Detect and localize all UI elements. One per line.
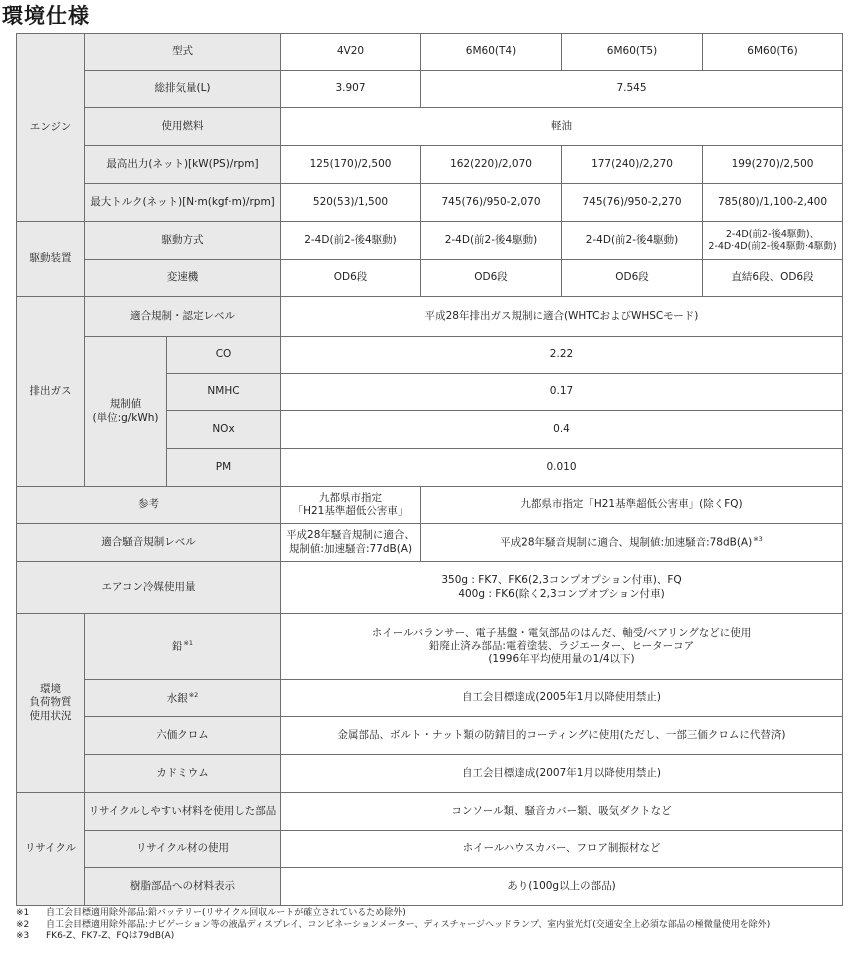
mercury-row [17,680,843,717]
exhaust-level-label: 適合規制・認定レベル [85,297,281,337]
footnote [16,920,770,932]
recycle-use-label: リサイクル材の使用 [85,831,281,868]
drive-label: 駆動方式 [85,222,281,260]
noise-cell-rest [421,524,843,562]
chrome-row [17,717,843,755]
recycle-marking-row [17,868,843,906]
recycle-parts-cell: コンソール類、騒音カバー類、吸気ダクトなど [281,793,843,831]
mercury-cell: 自工会目標達成(2005年1月以降使用禁止) [281,680,843,717]
lead-label [85,614,281,680]
transmission-row [17,260,843,297]
drive-cell: 2-4D(前2-後4駆動) [562,222,703,260]
model-cell: 4V20 [281,34,421,71]
transmission-cell: OD6段 [562,260,703,297]
lead-label-text: 鉛 [171,640,183,653]
environment-group-line: 環境 [40,683,61,696]
limit-label-line: (単位:g/kWh) [92,411,159,424]
lead-row [17,614,843,680]
transmission-label: 変速機 [85,260,281,297]
cadmium-cell: 自工会目標達成(2007年1月以降使用禁止) [281,755,843,793]
displacement-row [17,71,843,108]
environment-group-label [17,614,85,793]
aircon-line: 400g : FK6(除く2,3コンプオプション付車) [458,587,665,600]
reference-line: 九都県市指定 [319,491,382,504]
limit-label-line: 規制値 [109,398,142,411]
reference-cell [281,487,421,524]
power-row [17,146,843,184]
noise-mark: ※3 [753,535,763,544]
exhaust-level-row [17,297,843,337]
footnote-mark: ※2 [16,919,30,930]
fuel-cell: 軽油 [281,108,843,146]
displacement-label: 総排気量(L) [85,71,281,108]
drive-cell-t6 [703,222,843,260]
torque-row [17,184,843,222]
footnote-mark: ※3 [16,931,30,941]
recycle-marking-label: 樹脂部品への材料表示 [85,868,281,906]
noise-row [17,524,843,562]
recycle-group-label: リサイクル [17,793,85,906]
transmission-cell: 直結6段、OD6段 [703,260,843,297]
footnote-text: FK6-Z、FK7-Z、FQは79dB(A) [46,931,175,941]
page-title: 環境仕様 [2,4,90,28]
engine-model-row [17,34,843,71]
torque-cell: 745(76)/950-2,270 [562,184,703,222]
chrome-label: 六価クロム [85,717,281,755]
pollutant-label: NMHC [167,374,281,411]
torque-label: 最大トルク(ネット)[N·m(kgf·m)/rpm] [85,184,281,222]
drive-row [17,222,843,260]
drive-cell: 2-4D(前2-後4駆動) [281,222,421,260]
footnote [16,908,770,920]
cadmium-label: カドミウム [85,755,281,793]
reference-label: 参考 [17,487,281,524]
displacement-cell: 7.545 [421,71,843,108]
recycle-marking-cell: あり(100g以上の部品) [281,868,843,906]
pollutant-label: NOx [167,411,281,449]
pollutant-label: PM [167,449,281,487]
lead-line: ホイールバランサー、電子基盤・電気部品のはんだ、軸受/ベアリングなどに使用 [371,626,752,639]
fuel-row [17,108,843,146]
power-cell: 162(220)/2,070 [421,146,562,184]
aircon-row [17,562,843,614]
model-cell: 6M60(T5) [562,34,703,71]
engine-group-label: エンジン [17,34,85,222]
drive-t6-line: 2-4D·4D(前2-後4駆動·4駆動) [708,240,837,252]
mercury-mark: ※2 [188,690,199,699]
reference-row [17,487,843,524]
noise-line: 規制値:加速騒音:77dB(A) [288,542,413,555]
mercury-label [85,680,281,717]
recycle-use-cell: ホイールハウスカバー、フロア制振材など [281,831,843,868]
aircon-line: 350g : FK7、FK6(2,3コンプオプション付車)、FQ [441,574,682,587]
aircon-cell [281,562,843,614]
lead-line: 鉛廃止済み部品:電着塗装、ラジエーター、ヒーターコア [428,639,695,652]
recycle-parts-row [17,793,843,831]
exhaust-group-label: 排出ガス [17,297,85,487]
lead-cell [281,614,843,680]
power-cell: 177(240)/2,270 [562,146,703,184]
power-cell: 199(270)/2,500 [703,146,843,184]
fuel-label: 使用燃料 [85,108,281,146]
torque-cell: 745(76)/950-2,070 [421,184,562,222]
model-cell: 6M60(T6) [703,34,843,71]
environment-group-line: 使用状況 [29,709,72,722]
footnote-text: 自工会目標適用除外部品:鉛バッテリー(リサイクル回収ルートが確立されているため除外) [46,908,406,918]
environment-spec-table [16,33,843,906]
recycle-parts-label: リサイクルしやすい材料を使用した部品 [85,793,281,831]
transmission-cell: OD6段 [421,260,562,297]
lead-line: (1996年平均使用量の1/4以下) [488,653,635,666]
torque-cell: 785(80)/1,100-2,400 [703,184,843,222]
footnote-text: 自工会目標適用除外部品:ナビゲーション等の液晶ディスプレイ、コンビネーションメーター、ディスチャージヘッドランプ、室内蛍光灯(交通安全上必須な部品の極微量使用を除外) [46,919,771,930]
recycle-use-row [17,831,843,868]
footnote-mark: ※1 [16,908,30,918]
drive-cell: 2-4D(前2-後4駆動) [421,222,562,260]
model-cell: 6M60(T4) [421,34,562,71]
footnote [16,931,770,943]
noise-label: 適合騒音規制レベル [17,524,281,562]
displacement-cell: 3.907 [281,71,421,108]
cadmium-row [17,755,843,793]
power-cell: 125(170)/2,500 [281,146,421,184]
aircon-label: エアコン冷媒使用量 [17,562,281,614]
pollutant-label: CO [167,337,281,374]
drive-group-label: 駆動装置 [17,222,85,297]
model-label: 型式 [85,34,281,71]
drive-t6-line: 2-4D(前2-後4駆動)、 [725,228,820,240]
noise-cell [281,524,421,562]
reference-cell-rest: 九都県市指定「H21基準超低公害車」(除くFQ) [421,487,843,524]
pollutant-value: 0.17 [281,374,843,411]
reference-line: 「H21基準超低公害車」 [292,505,409,517]
pollutant-value: 0.010 [281,449,843,487]
noise-line: 平成28年騒音規制に適合、 [286,529,415,542]
footnotes [16,908,770,943]
chrome-cell: 金属部品、ボルト・ナット類の防錆目的コーティングに使用(ただし、一部三価クロムに代替済) [281,717,843,755]
exhaust-level-cell: 平成28年排出ガス規制に適合(WHTCおよびWHSCモード) [281,297,843,337]
mercury-label-text: 水銀 [166,692,188,705]
lead-mark: ※1 [183,639,194,648]
exhaust-co-row [17,337,843,374]
noise-text: 平成28年騒音規制に適合、規制値:加速騒音:78dB(A) [500,536,753,549]
power-label: 最高出力(ネット)[kW(PS)/rpm] [85,146,281,184]
torque-cell: 520(53)/1,500 [281,184,421,222]
environment-group-line: 負荷物質 [29,696,72,709]
pollutant-value: 2.22 [281,337,843,374]
transmission-cell: OD6段 [281,260,421,297]
pollutant-value: 0.4 [281,411,843,449]
limit-value-label [85,337,167,487]
